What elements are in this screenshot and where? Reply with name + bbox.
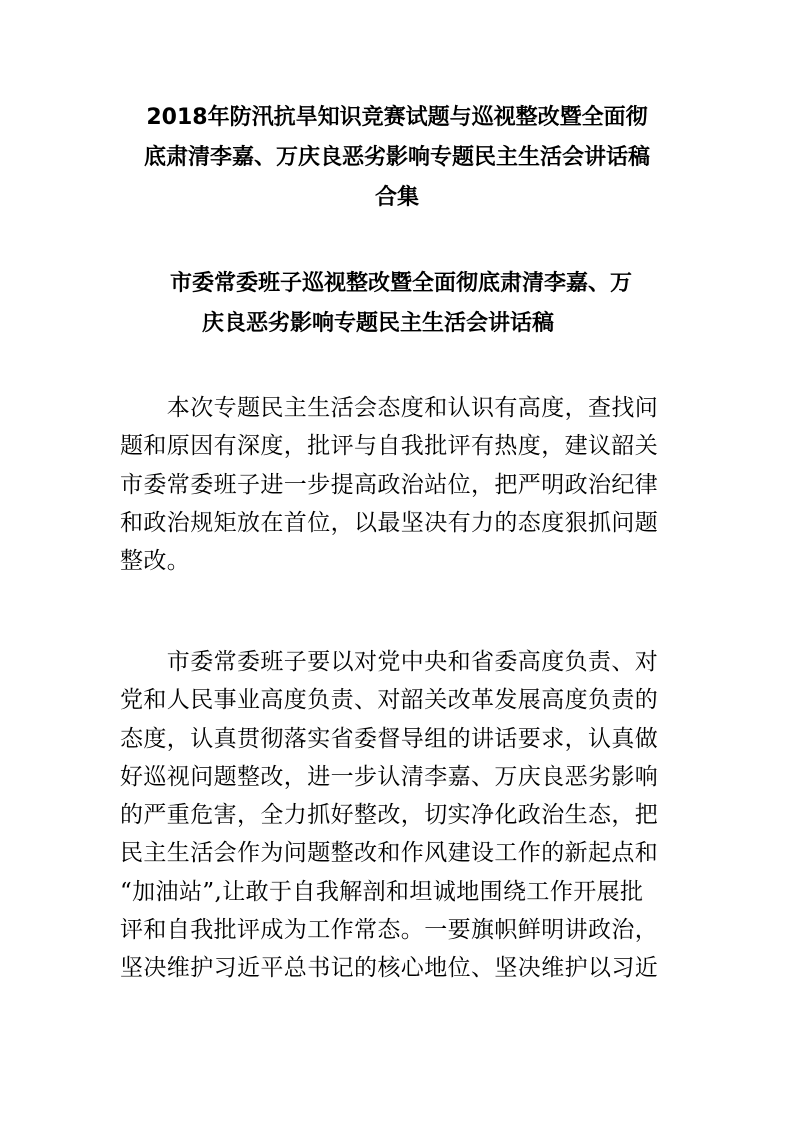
- title-line: 底肃清李嘉、万庆良恶劣影响专题民主生活会讲话稿: [143, 145, 650, 170]
- paragraph-line: 市委常委班子进一步提高政治站位，把严明政治纪律: [120, 471, 659, 498]
- title-line: 2018年防汛抗旱知识竞赛试题与巡视整改暨全面彻: [146, 105, 648, 130]
- paragraph-line: 民主生活会作为问题整改和作风建设工作的新起点和: [120, 840, 659, 867]
- paragraph-line: 和政治规矩放在首位，以最坚决有力的态度狠抓问题: [120, 509, 659, 536]
- paragraph-line: 的严重危害，全力抓好整改，切实净化政治生态，把: [120, 802, 659, 829]
- paragraph-line: 评和自我批评成为工作常态。一要旗帜鲜明讲政治，: [120, 917, 659, 944]
- title-line: 合集: [374, 185, 419, 210]
- speech-title: [120, 264, 694, 344]
- body-paragraph: [120, 643, 690, 988]
- body-paragraph: [120, 389, 690, 580]
- paragraph-line: 态度，认真贯彻落实省委督导组的讲话要求，认真做: [120, 725, 659, 752]
- document-title: [110, 98, 684, 218]
- paragraph-line: 市委常委班子要以对党中央和省委高度负责、对: [120, 649, 659, 675]
- speech-title-line: 市委常委班子巡视整改暨全面彻底肃清李嘉、万: [170, 271, 633, 296]
- paragraph-line: 题和原因有深度，批评与自我批评有热度，建议韶关: [120, 433, 659, 460]
- paragraph-line: 本次专题民主生活会态度和认识有高度，查找问: [120, 395, 659, 421]
- paragraph-line: “加油站”,让敢于自我解剖和坦诚地围绕工作开展批: [120, 878, 644, 905]
- paragraph-line: 整改。: [120, 548, 191, 575]
- paragraph-line: 坚决维护习近平总书记的核心地位、坚决维护以习近: [120, 955, 659, 982]
- paragraph-line: 党和人民事业高度负责、对韶关改革发展高度负责的: [120, 687, 659, 714]
- speech-title-line: 庆良恶劣影响专题民主生活会讲话稿: [202, 311, 555, 336]
- paragraph-line: 好巡视问题整改，进一步认清李嘉、万庆良恶劣影响: [120, 763, 659, 790]
